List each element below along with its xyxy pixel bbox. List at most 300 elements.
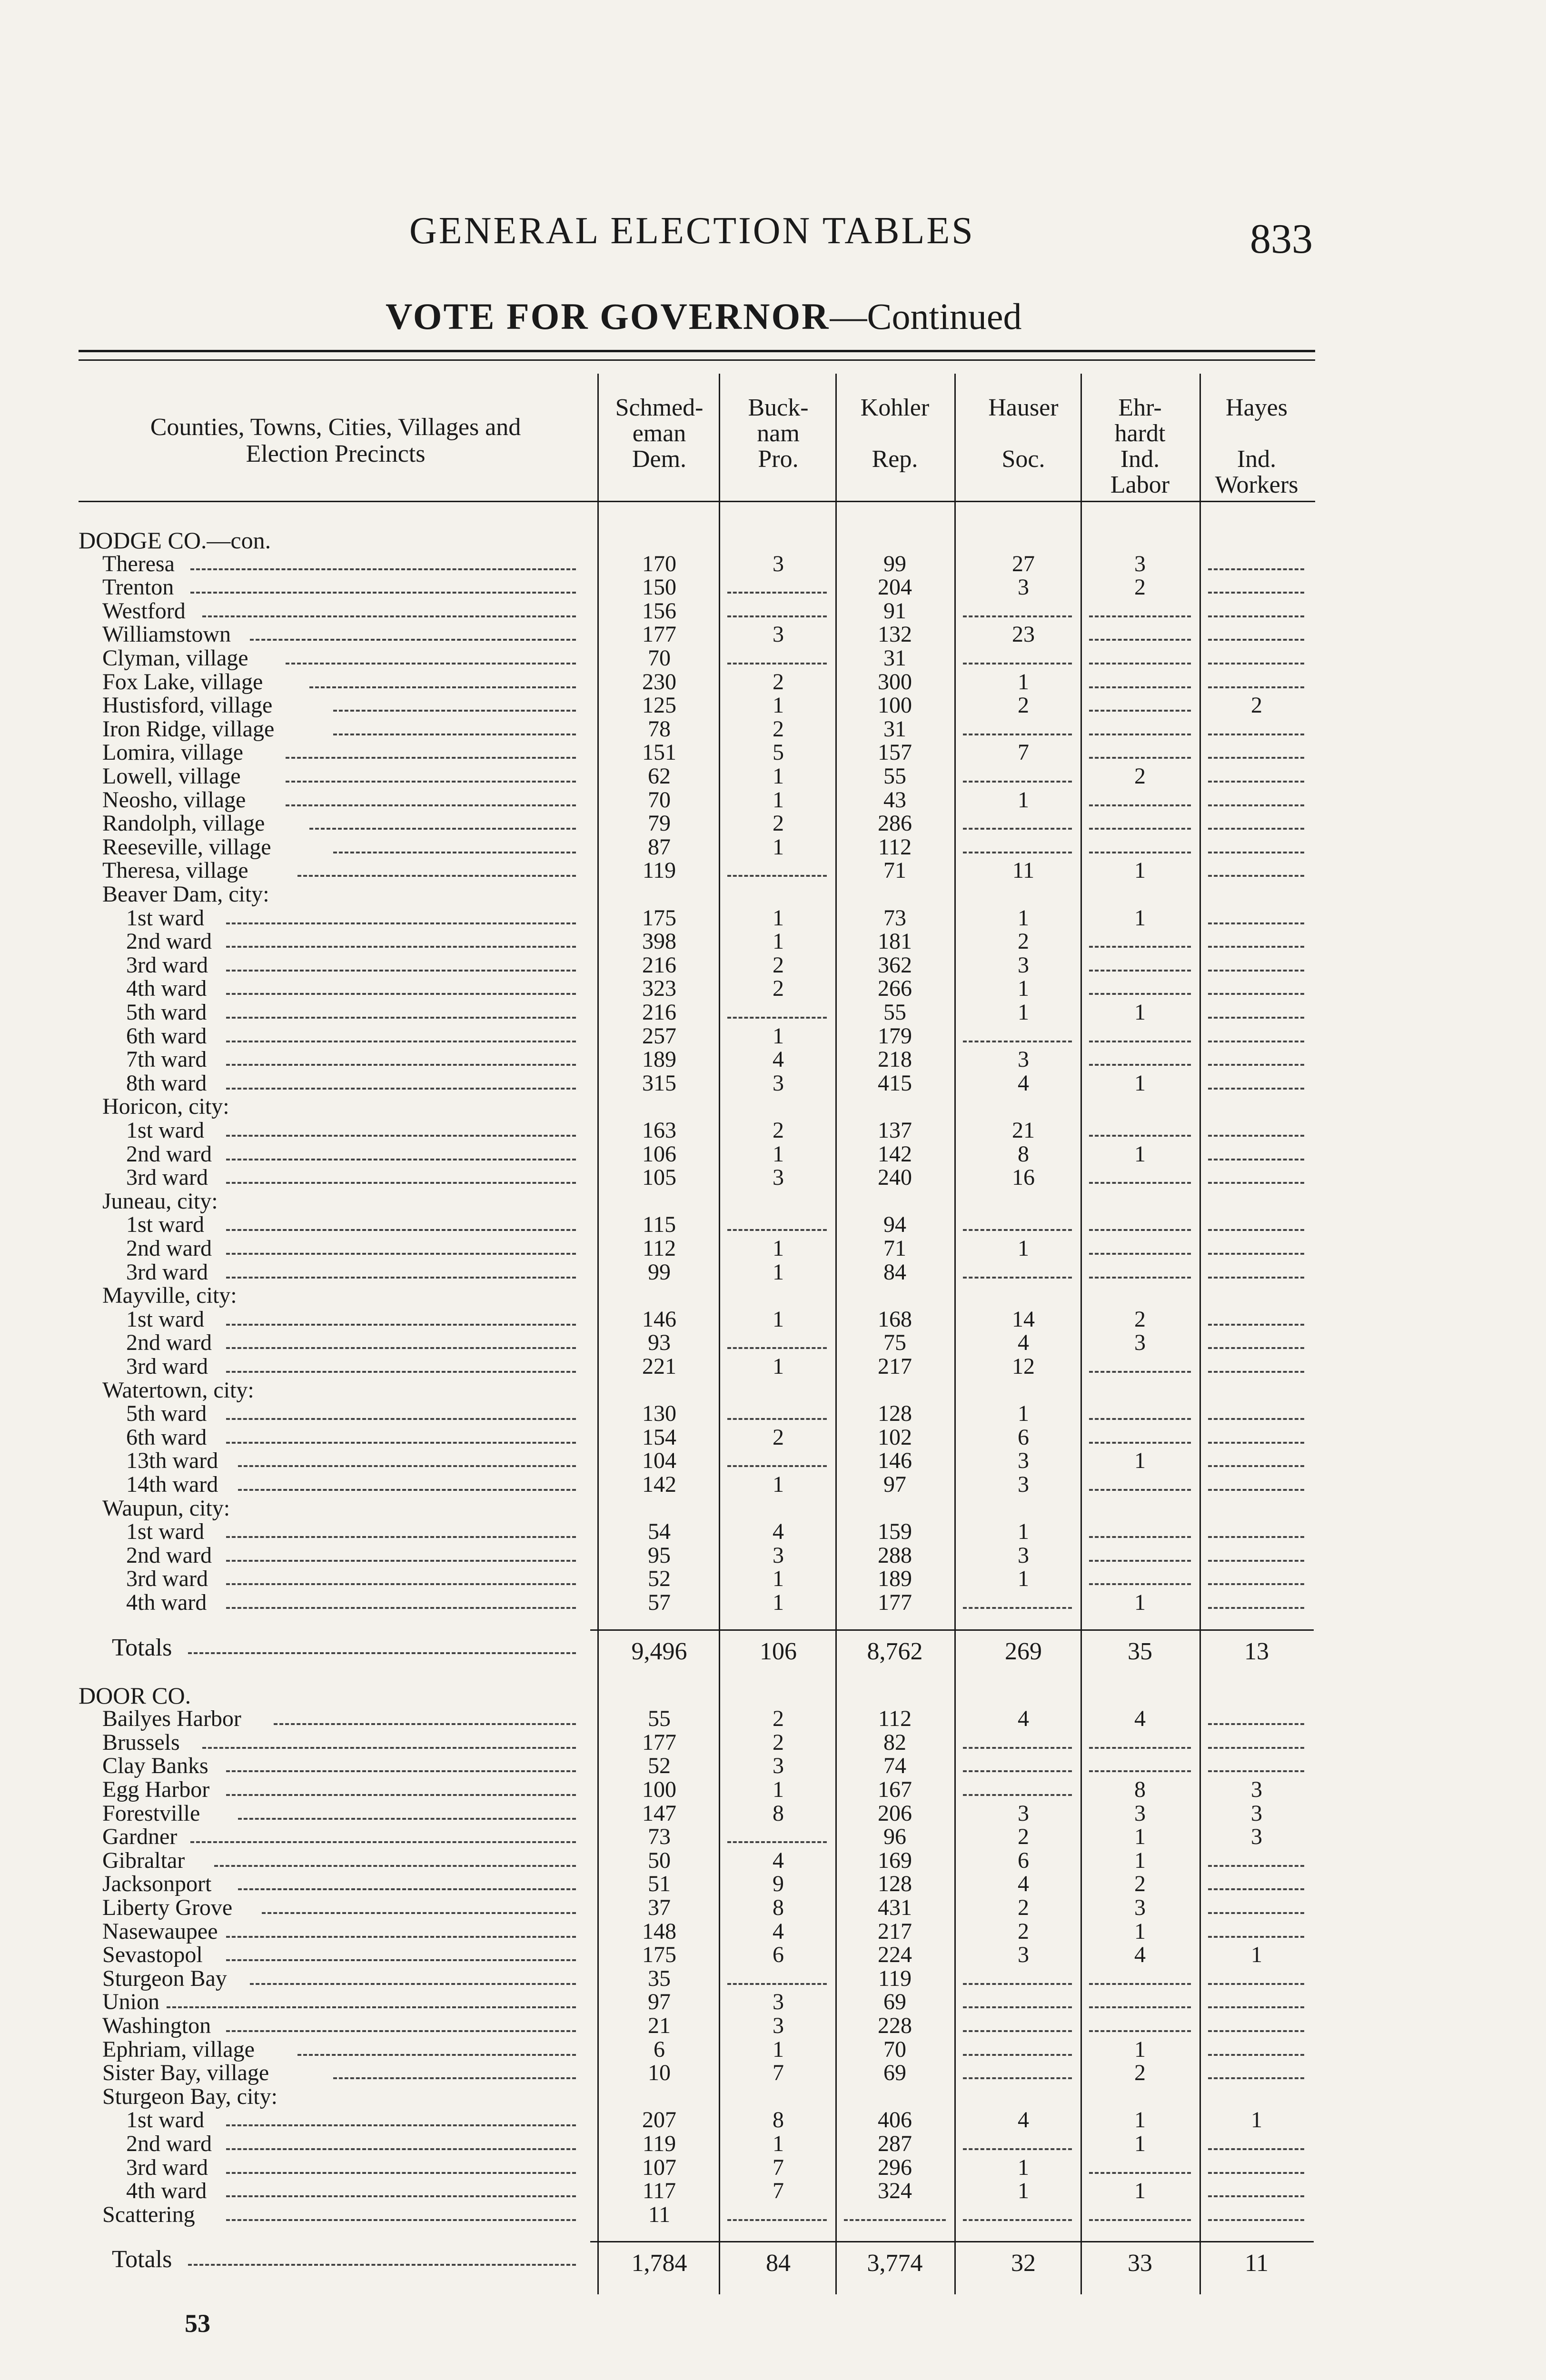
cell-hauser: 7 [1018, 740, 1029, 765]
cell-hauser: 8 [1018, 1141, 1029, 1167]
dot-leader [226, 970, 576, 972]
cell-hayes: 2 [1251, 693, 1262, 718]
county-heading [0, 1684, 1546, 1707]
precinct-row [0, 1071, 1546, 1095]
cell-kohler: 73 [883, 905, 906, 931]
row-label: Sturgeon Bay, city: [102, 2084, 277, 2109]
cell-schmedeman: 130 [642, 1401, 676, 1427]
cell-bucknam: 3 [773, 1989, 784, 2015]
cell-schmedeman: 216 [642, 1000, 676, 1025]
cell-bucknam: 1 [773, 834, 784, 860]
row-label: Clay Banks [102, 1754, 208, 1778]
cell-schmedeman: 150 [642, 575, 676, 600]
cell-kohler: 100 [878, 693, 912, 718]
cell-schmedeman: 398 [642, 929, 676, 954]
empty-cell-dash [1089, 1371, 1191, 1373]
cell-bucknam: 1 [773, 905, 784, 931]
precinct-row [0, 575, 1546, 599]
cell-schmedeman: 177 [642, 622, 676, 647]
cell-ehrhardt: 2 [1134, 2060, 1146, 2086]
cell-hauser: 3 [1018, 1047, 1029, 1072]
dot-leader [226, 1135, 576, 1137]
cell-bucknam: 1 [773, 1023, 784, 1049]
precinct-row [0, 741, 1546, 764]
cell-hauser: 3 [1018, 1800, 1029, 1826]
dot-leader [297, 2054, 576, 2056]
cell-hauser: 16 [1012, 1165, 1035, 1190]
empty-cell-dash [727, 2219, 827, 2221]
dot-leader [226, 1583, 576, 1585]
row-label: Iron Ridge, village [102, 717, 275, 741]
cell-schmedeman: 177 [642, 1729, 676, 1755]
cell-kohler: 112 [878, 834, 912, 860]
cell-kohler: 74 [883, 1753, 906, 1779]
dot-leader [167, 2006, 576, 2008]
cell-schmedeman: 70 [648, 787, 671, 813]
precinct-row [0, 717, 1546, 741]
row-label: Hustisford, village [102, 694, 273, 718]
precinct-row [0, 1213, 1546, 1237]
cell-hauser: 3 [1018, 1542, 1029, 1568]
dot-leader [238, 1465, 576, 1467]
cell-hauser: 4 [1018, 1706, 1029, 1732]
empty-cell-dash [1208, 1017, 1304, 1019]
cell-kohler: 132 [878, 622, 912, 647]
cell-schmedeman: 62 [648, 764, 671, 789]
empty-cell-dash [1089, 686, 1191, 688]
cell-ehrhardt: 1 [1134, 905, 1146, 931]
precinct-row [0, 1567, 1546, 1591]
cell-kohler: 102 [878, 1424, 912, 1450]
precinct-row [0, 2179, 1546, 2203]
empty-cell-dash [963, 734, 1072, 735]
dot-leader [226, 1418, 576, 1420]
cell-hauser: 1 [1018, 1236, 1029, 1261]
dot-leader [226, 993, 576, 995]
cell-ehrhardt: 1 [1134, 1000, 1146, 1025]
column-header-bucknam: Buck- nam Pro. [748, 394, 809, 473]
cell-kohler: 137 [878, 1118, 912, 1143]
dot-leader [226, 1560, 576, 1562]
cell-hauser: 6 [1018, 1847, 1029, 1873]
empty-cell-dash [1208, 1135, 1304, 1137]
cell-bucknam: 5 [773, 740, 784, 765]
cell-hayes: 3 [1251, 1800, 1262, 1826]
cell-kohler: 179 [878, 1023, 912, 1049]
cell-schmedeman: 9,496 [631, 1637, 687, 1665]
dot-leader [226, 1959, 576, 1961]
cell-bucknam: 2 [773, 811, 784, 836]
cell-schmedeman: 142 [642, 1472, 676, 1497]
row-label: Gardner [102, 1825, 178, 1849]
cell-hauser: 32 [1011, 2250, 1036, 2277]
row-label: Lomira, village [102, 741, 243, 765]
cell-schmedeman: 57 [648, 1590, 671, 1615]
cell-hauser: 12 [1012, 1354, 1035, 1379]
cell-bucknam: 7 [773, 2178, 784, 2204]
empty-cell-dash [1208, 1583, 1304, 1585]
row-label: Union [102, 1990, 159, 2014]
cell-schmedeman: 146 [642, 1306, 676, 1332]
empty-cell-dash [1208, 1088, 1304, 1090]
cell-bucknam: 1 [773, 1306, 784, 1332]
cell-kohler: 91 [883, 598, 906, 624]
column-header-ehrhardt: Ehr- hardt Ind. Labor [1110, 394, 1170, 498]
row-label: Forestville [102, 1801, 200, 1825]
empty-cell-dash [1208, 1442, 1304, 1444]
cell-schmedeman: 104 [642, 1448, 676, 1474]
cell-bucknam: 8 [773, 1895, 784, 1920]
row-label: Horicon, city: [102, 1095, 229, 1119]
precinct-row [0, 1849, 1546, 1873]
cell-kohler: 296 [878, 2154, 912, 2180]
cell-kohler: 55 [883, 764, 906, 789]
cell-bucknam: 1 [773, 1566, 784, 1592]
empty-cell-dash [1089, 2219, 1191, 2221]
cell-schmedeman: 117 [642, 2178, 676, 2204]
empty-cell-dash [844, 2219, 946, 2221]
cell-bucknam: 1 [773, 2131, 784, 2156]
row-label: 6th ward [126, 1024, 207, 1048]
cell-schmedeman: 21 [648, 2013, 671, 2038]
cell-bucknam: 1 [773, 764, 784, 789]
cell-schmedeman: 154 [642, 1424, 676, 1450]
cell-ehrhardt: 1 [1134, 2178, 1146, 2204]
empty-cell-dash [1208, 2054, 1304, 2056]
empty-cell-dash [1089, 1442, 1191, 1444]
row-label: 3rd ward [126, 1355, 208, 1378]
dot-leader [226, 1253, 576, 1255]
cell-bucknam: 2 [773, 716, 784, 742]
cell-hauser: 2 [1018, 929, 1029, 954]
row-label: Ephriam, village [102, 2037, 255, 2062]
row-label: Reeseville, village [102, 835, 271, 859]
stub-header: Counties, Towns, Cities, Villages and Election Precincts [150, 414, 521, 467]
empty-cell-dash [1208, 852, 1304, 853]
cell-kohler: 288 [878, 1542, 912, 1568]
empty-cell-dash [963, 615, 1072, 617]
cell-hauser: 1 [1018, 1000, 1029, 1025]
precinct-row [0, 1119, 1546, 1142]
cell-ehrhardt: 1 [1134, 1590, 1146, 1615]
cell-bucknam: 1 [773, 1141, 784, 1167]
cell-bucknam: 1 [773, 1259, 784, 1285]
empty-cell-dash [1208, 2077, 1304, 2079]
empty-cell-dash [1208, 686, 1304, 688]
cell-kohler: 99 [883, 551, 906, 576]
empty-cell-dash [1208, 1324, 1304, 1326]
cell-schmedeman: 37 [648, 1895, 671, 1920]
row-label: 14th ward [126, 1473, 218, 1497]
cell-kohler: 96 [883, 1824, 906, 1850]
dot-leader [190, 592, 576, 594]
cell-bucknam: 4 [773, 1519, 784, 1545]
empty-cell-dash [1089, 1253, 1191, 1255]
empty-cell-dash [963, 2006, 1072, 2008]
dot-leader [226, 1324, 576, 1326]
precinct-row [0, 835, 1546, 859]
cell-hauser: 3 [1018, 1472, 1029, 1497]
row-label: Brussels [102, 1730, 180, 1755]
top-rule-thin [79, 359, 1315, 361]
dot-leader [333, 734, 576, 735]
cell-ehrhardt: 3 [1134, 1895, 1146, 1920]
dot-leader [188, 1652, 576, 1654]
row-label: Gibraltar [102, 1848, 185, 1873]
empty-cell-dash [1089, 993, 1191, 995]
cell-kohler: 142 [878, 1141, 912, 1167]
empty-cell-dash [727, 1841, 827, 1843]
precinct-row [0, 1520, 1546, 1544]
cell-hauser: 2 [1018, 1918, 1029, 1944]
row-label: Westford [102, 599, 186, 623]
cell-bucknam: 1 [773, 693, 784, 718]
dot-leader [238, 1818, 576, 1820]
precinct-row [0, 1308, 1546, 1331]
empty-cell-dash [1208, 970, 1304, 972]
dot-leader [238, 1888, 576, 1890]
cell-kohler: 206 [878, 1800, 912, 1826]
city-heading [0, 1284, 1546, 1308]
cell-bucknam: 2 [773, 669, 784, 694]
row-label: Lowell, village [102, 764, 241, 788]
empty-cell-dash [1208, 568, 1304, 570]
cell-hauser: 4 [1018, 1330, 1029, 1356]
precinct-row [0, 1355, 1546, 1378]
row-label: 5th ward [126, 1001, 207, 1024]
empty-cell-dash [963, 852, 1072, 853]
totals-rule [590, 2241, 1314, 2242]
cell-bucknam: 3 [773, 1753, 784, 1779]
precinct-row [0, 1967, 1546, 1991]
cell-bucknam: 8 [773, 2107, 784, 2133]
empty-cell-dash [1089, 852, 1191, 853]
row-label: Randolph, village [102, 812, 265, 836]
cell-kohler: 224 [878, 1942, 912, 1968]
dot-leader [226, 2172, 576, 2174]
row-label: 2nd ward [126, 930, 212, 954]
row-label: Egg Harbor [102, 1778, 210, 1802]
column-header-hayes: Hayes Ind. Workers [1215, 394, 1298, 498]
cell-hauser: 4 [1018, 1070, 1029, 1096]
empty-cell-dash [1208, 1936, 1304, 1938]
cell-kohler: 43 [883, 787, 906, 813]
cell-ehrhardt: 1 [1134, 1141, 1146, 1167]
cell-kohler: 75 [883, 1330, 906, 1356]
cell-bucknam: 7 [773, 2060, 784, 2086]
cell-kohler: 362 [878, 952, 912, 978]
row-label: Nasewaupee [102, 1919, 218, 1944]
precinct-row [0, 930, 1546, 953]
city-heading [0, 1095, 1546, 1119]
row-label: Totals [112, 2248, 172, 2272]
cell-schmedeman: 6 [654, 2036, 665, 2062]
precinct-row [0, 694, 1546, 717]
row-label: Waupun, city: [102, 1496, 230, 1520]
cell-schmedeman: 156 [642, 598, 676, 624]
precinct-row [0, 1024, 1546, 1048]
empty-cell-dash [1208, 1229, 1304, 1231]
dot-leader [190, 568, 576, 570]
row-label: 1st ward [126, 1307, 204, 1331]
empty-cell-dash [1208, 946, 1304, 948]
dot-leader [226, 1794, 576, 1796]
precinct-row [0, 2061, 1546, 2085]
row-label: 3rd ward [126, 953, 208, 977]
empty-cell-dash [727, 1983, 827, 1985]
cell-bucknam: 4 [773, 1847, 784, 1873]
cell-schmedeman: 54 [648, 1519, 671, 1545]
dot-leader [226, 1371, 576, 1373]
dot-leader [262, 1912, 576, 1914]
cell-kohler: 228 [878, 2013, 912, 2038]
cell-hayes: 11 [1244, 2250, 1269, 2277]
cell-bucknam: 2 [773, 1118, 784, 1143]
dot-leader [286, 804, 576, 806]
empty-cell-dash [1208, 1607, 1304, 1609]
empty-cell-dash [1208, 922, 1304, 924]
page-header [0, 209, 1546, 267]
cell-schmedeman: 100 [642, 1777, 676, 1802]
county-heading [0, 528, 1546, 552]
precinct-row [0, 1754, 1546, 1778]
row-label: Sevastopol [102, 1943, 203, 1967]
empty-cell-dash [1208, 1253, 1304, 1255]
empty-cell-dash [1089, 804, 1191, 806]
cell-bucknam: 6 [773, 1942, 784, 1968]
dot-leader [226, 2195, 576, 2197]
cell-schmedeman: 315 [642, 1070, 676, 1096]
cell-schmedeman: 70 [648, 645, 671, 671]
empty-cell-dash [1208, 1418, 1304, 1420]
precinct-row [0, 1707, 1546, 1731]
cell-ehrhardt: 1 [1134, 2036, 1146, 2062]
city-heading [0, 2085, 1546, 2109]
empty-cell-dash [1208, 1723, 1304, 1725]
cell-schmedeman: 207 [642, 2107, 676, 2133]
dot-leader [226, 1770, 576, 1772]
table-title-suffix: —Continued [830, 296, 1022, 337]
city-heading [0, 1190, 1546, 1213]
precinct-row [0, 977, 1546, 1001]
column-header-hauser: Hauser Soc. [988, 394, 1059, 473]
cell-bucknam: 3 [773, 622, 784, 647]
empty-cell-dash [1089, 2006, 1191, 2008]
cell-bucknam: 2 [773, 1424, 784, 1450]
cell-kohler: 157 [878, 740, 912, 765]
empty-cell-dash [963, 1983, 1072, 1985]
cell-schmedeman: 230 [642, 669, 676, 694]
empty-cell-dash [963, 2030, 1072, 2032]
cell-kohler: 3,774 [867, 2250, 923, 2277]
empty-cell-dash [1089, 615, 1191, 617]
cell-ehrhardt: 1 [1134, 1847, 1146, 1873]
empty-cell-dash [1208, 2006, 1304, 2008]
precinct-row [0, 552, 1546, 576]
table-title [386, 295, 1022, 338]
precinct-row [0, 906, 1546, 930]
cell-kohler: 31 [883, 645, 906, 671]
precinct-row [0, 812, 1546, 835]
cell-hauser: 23 [1012, 622, 1035, 647]
row-label: 8th ward [126, 1071, 207, 1095]
dot-leader [226, 922, 576, 924]
row-label: 4th ward [126, 977, 207, 1001]
precinct-row [0, 2014, 1546, 2038]
cell-ehrhardt: 4 [1134, 1942, 1146, 1968]
precinct-row [0, 1048, 1546, 1071]
row-label: Beaver Dam, city: [102, 883, 269, 906]
cell-bucknam: 1 [773, 2036, 784, 2062]
cell-kohler: 287 [878, 2131, 912, 2156]
cell-kohler: 168 [878, 1306, 912, 1332]
empty-cell-dash [1089, 1418, 1191, 1420]
precinct-row [0, 1544, 1546, 1567]
cell-schmedeman: 151 [642, 740, 676, 765]
dot-leader [333, 710, 576, 712]
cell-kohler: 406 [878, 2107, 912, 2133]
cell-schmedeman: 11 [648, 2202, 671, 2227]
empty-cell-dash [727, 663, 827, 664]
cell-kohler: 71 [883, 1236, 906, 1261]
empty-cell-dash [1208, 734, 1304, 735]
empty-cell-dash [727, 615, 827, 617]
row-label: 4th ward [126, 1591, 207, 1615]
cell-kohler: 300 [878, 669, 912, 694]
empty-cell-dash [727, 1465, 827, 1467]
cell-hayes: 1 [1251, 2107, 1262, 2133]
cell-schmedeman: 125 [642, 693, 676, 718]
cell-hauser: 1 [1018, 669, 1029, 694]
empty-cell-dash [1208, 757, 1304, 759]
cell-schmedeman: 257 [642, 1023, 676, 1049]
cell-kohler: 217 [878, 1918, 912, 1944]
cell-bucknam: 3 [773, 1165, 784, 1190]
cell-ehrhardt: 1 [1134, 1918, 1146, 1944]
dot-leader [286, 757, 576, 759]
cell-kohler: 97 [883, 1472, 906, 1497]
cell-schmedeman: 112 [642, 1236, 676, 1261]
precinct-row [0, 1778, 1546, 1802]
dot-leader [286, 781, 576, 783]
empty-cell-dash [1089, 1489, 1191, 1491]
empty-cell-dash [1089, 734, 1191, 735]
cell-schmedeman: 78 [648, 716, 671, 742]
row-label: Watertown, city: [102, 1378, 254, 1402]
dot-leader [226, 1347, 576, 1349]
page-number: 833 [1250, 216, 1313, 262]
cell-kohler: 181 [878, 929, 912, 954]
row-label: 1st ward [126, 906, 204, 930]
cell-hauser: 14 [1012, 1306, 1035, 1332]
header-rule [79, 501, 1315, 502]
cell-hauser: 3 [1018, 952, 1029, 978]
precinct-row [0, 2132, 1546, 2156]
empty-cell-dash [1208, 2195, 1304, 2197]
column-header-kohler: Kohler Rep. [860, 394, 930, 473]
precinct-row [0, 1449, 1546, 1473]
dot-leader [226, 1182, 576, 1184]
totals-rule [590, 1629, 1314, 1631]
precinct-row [0, 1402, 1546, 1426]
cell-ehrhardt: 1 [1134, 858, 1146, 883]
cell-bucknam: 1 [773, 929, 784, 954]
cell-ehrhardt: 2 [1134, 1306, 1146, 1332]
row-label: Sister Bay, village [102, 2061, 269, 2085]
cell-ehrhardt: 1 [1134, 1824, 1146, 1850]
row-label: Fox Lake, village [102, 670, 263, 694]
cell-schmedeman: 216 [642, 952, 676, 978]
